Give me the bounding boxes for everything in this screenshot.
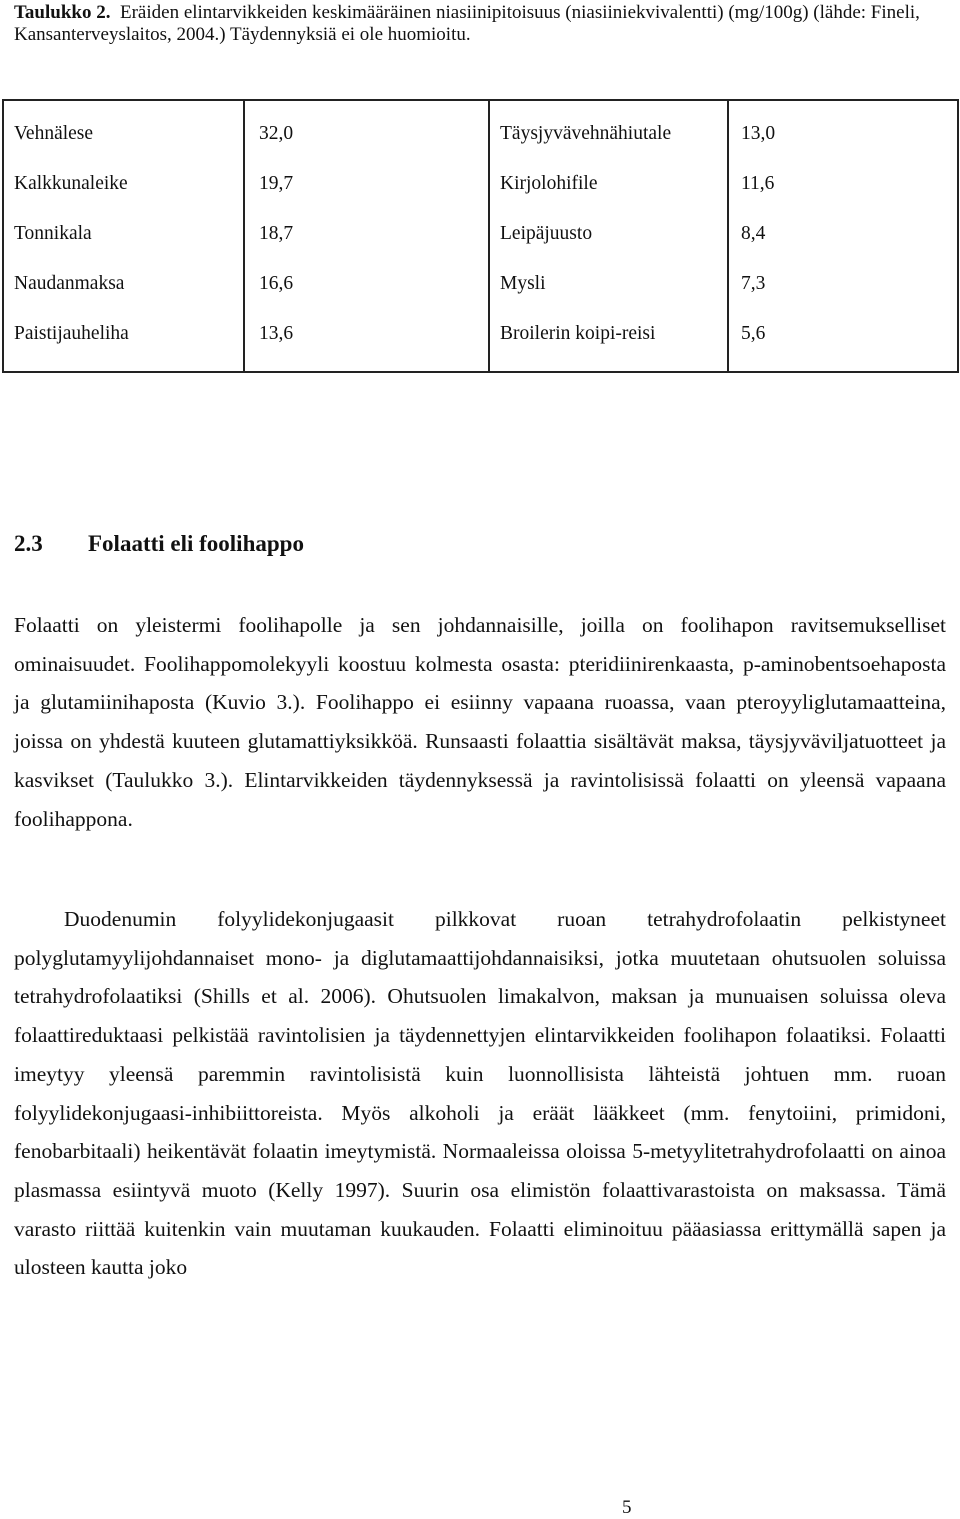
food-name: Leipäjuusto bbox=[500, 223, 593, 244]
table-caption bbox=[14, 2, 944, 46]
caption-label: Taulukko 2. bbox=[14, 2, 111, 23]
food-name: Naudanmaksa bbox=[14, 273, 125, 294]
niacin-value: 11,6 bbox=[741, 173, 775, 194]
food-name: Tonnikala bbox=[14, 223, 92, 244]
food-column-1 bbox=[3, 100, 244, 372]
food-name: Mysli bbox=[500, 273, 546, 294]
paragraph: Folaatti on yleistermi foolihapolle ja sen johdannaisille, joilla on foolihapon ravitsemukselliset ominaisuudet. Foolihappomolekyyli koostuu kolmesta osasta: pteridiinirenkaasta, p-aminobentsoehaposta ja glutamiinihaposta (Kuvio 3.). Foolihappo ei esiinny vapaana ruoassa, vaan pteroyyliglutamaatteina, joissa on yhdestä kuuteen glutamattiyksikköä. Runsaasti folaattia sisältävät maksa, täysjyväviljatuotteet ja kasvikset (Taulukko 3.). Elintarvikkeiden täydennyksessä ja ravintolisissä folaatti on yleensä vapaana foolihappona. bbox=[14, 613, 946, 831]
page-number: 5 bbox=[622, 1497, 632, 1518]
food-column-2 bbox=[489, 100, 728, 372]
food-name: Täysjyvävehnähiutale bbox=[500, 123, 672, 144]
niacin-value: 7,3 bbox=[741, 273, 766, 294]
food-name: Paistijauheliha bbox=[14, 323, 129, 344]
niacin-value: 5,6 bbox=[741, 323, 766, 344]
caption-text: Eräiden elintarvikkeiden keskimääräinen niasiinipitoisuus (niasiiniekvivalentti) (mg/100g) (lähde: Fineli, Kansanterveyslaitos, 2004.) Täydennyksiä ei ole huomioitu. bbox=[14, 2, 920, 45]
niacin-value: 19,7 bbox=[259, 173, 294, 194]
food-name: Kalkkunaleike bbox=[14, 173, 128, 194]
food-name: Broilerin koipi-reisi bbox=[500, 323, 656, 344]
niacin-value: 13,0 bbox=[741, 123, 776, 144]
section-title: Folaatti eli foolihappo bbox=[88, 531, 304, 556]
table-row bbox=[3, 100, 958, 372]
niacin-value: 18,7 bbox=[259, 223, 294, 244]
food-name: Kirjolohifile bbox=[500, 173, 598, 194]
section-heading bbox=[14, 531, 304, 557]
food-name: Vehnälese bbox=[14, 123, 94, 144]
niacin-value: 13,6 bbox=[259, 323, 294, 344]
niacin-value: 8,4 bbox=[741, 223, 766, 244]
section-number: 2.3 bbox=[14, 531, 43, 556]
paragraph: Duodenumin folyylidekonjugaasit pilkkovat ruoan tetrahydrofolaatin pelkistyneet polyglutamyylijohdannaiset mono- ja diglutamaattijohdannaisiksi, jotka muutetaan ohutsuolen soluissa tetrahydrofolaatiksi (Shills et al. 2006). Ohutsuolen limakalvon, maksan ja munuaisen soluissa oleva folaattireduktaasi pelkistää ravintolisien ja täydennettyjen elintarvikkeiden foolihapon folaatiksi. Folaatti imeytyy yleensä paremmin ravintolisistä kuin luonnollisista lähteistä johtuen mm. ruoan folyylidekonjugaasi-inhibiittoreista. Myös alkoholi ja eräät lääkkeet (mm. fenytoiini, primidoni, fenobarbitaali) heikentävät folaatin imeytymistä. Normaaleissa oloissa 5-metyylitetrahydrofolaatti on ainoa plasmassa esiintyvä muoto (Kelly 1997). Suurin osa elimistön folaattivarastoista on maksassa. Tämä varasto riittää kuitenkin vain muutaman kuukauden. Folaatti eliminoituu pääasiassa erittymällä sapen ja ulosteen kautta joko bbox=[14, 907, 946, 1280]
niacin-table bbox=[2, 99, 959, 373]
value-column-2 bbox=[728, 100, 958, 372]
niacin-value: 16,6 bbox=[259, 273, 294, 294]
niacin-value: 32,0 bbox=[259, 123, 294, 144]
value-column-1 bbox=[244, 100, 489, 372]
